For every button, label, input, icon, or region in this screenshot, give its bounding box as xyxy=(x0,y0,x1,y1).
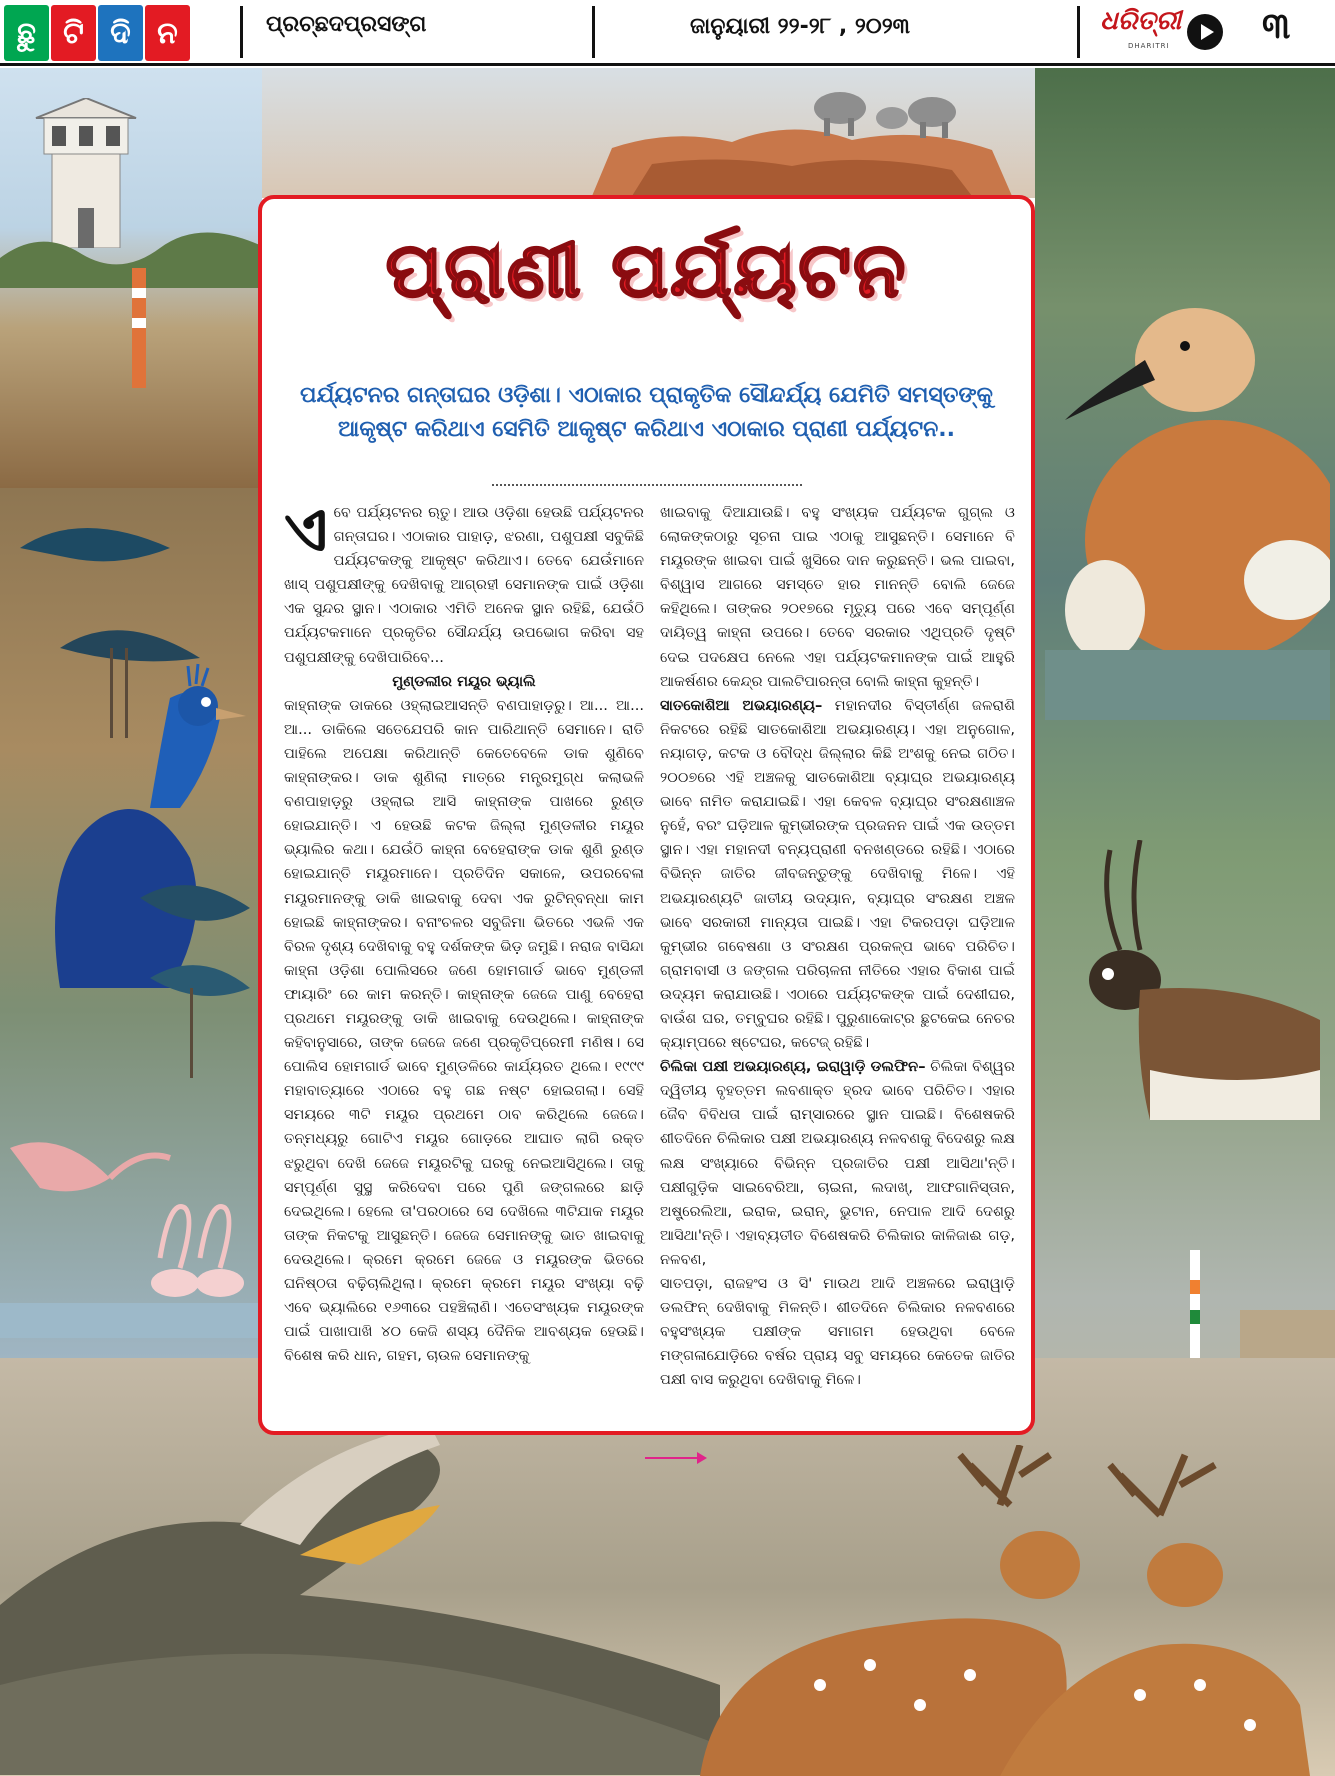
elephant-sculpture-photo xyxy=(262,68,1042,198)
header-divider xyxy=(592,6,595,58)
peacock-icon xyxy=(130,858,260,1088)
masthead-tile-1: ଛୁ xyxy=(4,5,49,61)
watchtower-photo xyxy=(0,68,262,488)
dharitri-logo-sub: DHARITRI xyxy=(1128,42,1170,50)
satkosia-paragraph xyxy=(660,694,1015,1055)
body-paragraph: ଖାଇବାକୁ ଦିଆଯାଉଛି। ବହୁ ସଂଖ୍ୟକ ପର୍ଯ୍ୟଟକ ଗୁଗ୍‌ଲ ଓ ଲୋକଙ୍କଠାରୁ ସୂଚନା ପାଇ ଏଠାକୁ ଆସୁଛନ୍ତି। ସେମାନେ ବି ମୟୂରଙ୍କ ଖାଇବା ପାଇଁ ଖୁସିରେ ଦାନ କରୁଛନ୍ତି। ଭଲ ପାଇବା, ବିଶ୍ୱାସ ଆଗରେ ସମସ୍ତେ ହାର ମାନନ୍ତି ବୋଲି ଜେଜେ କହିଥିଲେ। ତାଙ୍କର ୨୦୧୭ରେ ମୃତ୍ୟୁ ପରେ ଏବେ ସମ୍ପୂର୍ଣ୍ଣ ଦାୟିତ୍ୱ କାହ୍ନା ଉପରେ। ତେବେ ସରକାର ଏଥିପ୍ରତି ଦୃଷ୍ଟି ଦେଇ ପଦକ୍ଷେପ ନେଲେ ଏହା ପର୍ଯ୍ୟଟକମାନଙ୍କ ପାଇଁ ଆହୁରି ଆକର୍ଷଣର କେନ୍ଦ୍ର ପାଲଟିପାରନ୍ତା ବୋଲି କାହ୍ନା କୁହନ୍ତି। xyxy=(660,504,1015,690)
issue-date: ଜାନୁୟାରୀ ୨୨-୨୮ , ୨୦୨୩ xyxy=(690,14,910,39)
continue-arrow-icon xyxy=(645,1457,705,1459)
masthead-tile-4: ନ xyxy=(145,5,190,61)
section-title: ପ୍ରଚ୍ଛଦପ୍ରସଙ୍ଗ xyxy=(266,12,427,37)
article-column-left xyxy=(284,492,644,1368)
intro-text: ବେ ପର୍ଯ୍ୟଟନର ଋତୁ। ଆଉ ଓଡ଼ିଶା ହେଉଛି ପର୍ଯ୍ୟଟନର ଗନ୍ତାଘର। ଏଠାକାର ପାହାଡ଼, ଝରଣା, ପଶୁପକ୍ଷୀ ସବୁକିଛି ପର୍ଯ୍ୟଟକଙ୍କୁ ଆକୃଷ୍ଟ କରିଥାଏ। ତେବେ ଯେଉଁମାନେ ଖାସ୍ ପଶୁପକ୍ଷୀଙ୍କୁ ଦେଖିବାକୁ ଆଗ୍ରହୀ ସେମାନଙ୍କ ପାଇଁ ଓଡ଼ିଶା ଏକ ସୁନ୍ଦର ସ୍ଥାନ। ଏଠାକାର ଏମିତି ଅନେକ ସ୍ଥାନ ରହିଛି, ଯେଉଁଠି ପର୍ଯ୍ୟଟକମାନେ ପ୍ରକୃତିର ସୌନ୍ଦର୍ଯ୍ୟ ଉପଭୋଗ କରିବା ସହ ପଶୁପକ୍ଷୀଙ୍କୁ ଦେଖିପାରିବେ... xyxy=(284,504,644,666)
masthead-tile-2: ଟି xyxy=(51,5,96,61)
runin-chilika: ଚିଲିକା ପକ୍ଷୀ ଅଭୟାରଣ୍ୟ, ଇରାୱାଡ଼ି ଡଲଫିନ– xyxy=(660,1058,926,1076)
page-number: ୩ xyxy=(1262,6,1291,47)
elephant-statue-icon xyxy=(592,78,1012,196)
header-divider xyxy=(1077,6,1080,58)
chilika-paragraph xyxy=(660,1055,1015,1272)
satkosia-text: ମହାନଦୀର ବିସ୍ତୀର୍ଣ୍ଣ ଜଳରାଶି ନିକଟରେ ରହିଛି ସାତକୋଶିଆ ଅଭୟାରଣ୍ୟ। ଏହା ଅନୁଗୋଳ, ନୟାଗଡ଼, କଟକ ଓ ବୌଦ୍ଧ ଜିଲ୍ଲାର କିଛି ଅଂଶକୁ ନେଇ ଗଠିତ। ୨୦୦୭ରେ ଏହି ଅଞ୍ଚଳକୁ ସାତକୋଶିଆ ବ୍ୟାଘ୍ର ଅଭୟାରଣ୍ୟ ଭାବେ ନାମିତ କରାଯାଇଛି। ଏହା କେବଳ ବ୍ୟାଘ୍ର ସଂରକ୍ଷଣାଞ୍ଚଳ ନୁହେଁ, ବରଂ ଘଡ଼ିଆଳ କୁମ୍ଭୀରଙ୍କ ପ୍ରଜନନ ପାଇଁ ଏକ ଉତ୍ତମ ସ୍ଥାନ। ଏହା ମହାନଦୀ ବନ୍ୟପ୍ରାଣୀ ବନଖଣ୍ଡରେ ରହିଛି। ଏଠାରେ ବିଭିନ୍ନ ଜାତିର ଜୀବଜନ୍ତୁଙ୍କୁ ଦେଖିବାକୁ ମିଳେ। ଏହି ଅଭୟାରଣ୍ୟଟି ଜାତୀୟ ଉଦ୍ୟାନ, ବ୍ୟାଘ୍ର ସଂରକ୍ଷଣ ଅଞ୍ଚଳ ଭାବେ ସରକାରୀ ମାନ୍ୟତା ପାଇଛି। ଏହା ଟିକରପଡ଼ା ଘଡ଼ିଆଳ କୁମ୍ଭୀର ଗବେଷଣା ଓ ସଂରକ୍ଷଣ ପ୍ରକଳ୍ପ ଭାବେ ପରିଚିତ। ଗ୍ରାମବାସୀ ଓ ଜଙ୍ଗଲ ପରିଚାଳନା ନୀତିରେ ଏହାର ବିକାଶ ପାଇଁ ଉଦ୍ୟମ କରାଯାଉଛି। ଏଠାରେ ପର୍ଯ୍ୟଟକଙ୍କ ପାଇଁ ଦେଶୀଘର, ବାଉଁଶ ଘର, ତମ୍ବୁଘର ରହିଛି। ପୁରୁଣାକୋଟ୍‌ର ଛୁଟକେଇ ନେଚର କ୍ୟାମ୍ପରେ ଷ୍ଟେଘର, କଟେଜ୍ ରହିଛି। xyxy=(660,696,1015,1052)
masthead-tile-3: ଦି xyxy=(98,5,143,61)
chilika-closing: ସାତପଡ଼ା, ରାଜହଂସ ଓ ସି' ମାଉଥ ଆଦି ଅଞ୍ଚଳରେ ଇରାୱାଡ଼ି ଡଲଫିନ୍ ଦେଖିବାକୁ ମିଳନ୍ତି। ଶୀତଦିନେ ଚିଲିକାର ନଳବଣରେ ବହୁସଂଖ୍ୟକ ପକ୍ଷୀଙ୍କ ସମାଗମ ହେଉଥିବା ବେଳେ ମଙ୍ଗଳାଯୋଡ଼ିରେ ବର୍ଷର ପ୍ରାୟ ସବୁ ସମୟରେ କେତେକ ଜାତିର ପକ୍ଷୀ ବାସ କରୁଥିବା ଦେଖିବାକୁ ମିଳେ। xyxy=(660,1275,1015,1389)
play-icon[interactable] xyxy=(1187,14,1223,50)
page-header xyxy=(0,0,1335,66)
runin-satkosia: ସାତକୋଶିଆ ଅଭୟାରଣ୍ୟ– xyxy=(660,696,823,714)
drop-cap: ଏ xyxy=(284,492,328,565)
chilika-text: ଚିଲିକା ବିଶ୍ୱର ଦ୍ୱିତୀୟ ବୃହତ୍ତମ ଲବଣାକ୍ତ ହ୍ରଦ ଭାବେ ପରିଚିତ। ଏହାର ଜୈବ ବିବିଧତା ପାଇଁ ରାମ୍‌ସାରରେ ସ୍ଥାନ ପାଇଛି। ବିଶେଷକରି ଶୀତଦିନେ ଚିଲିକାର ପକ୍ଷୀ ଅଭୟାରଣ୍ୟ ନଳବଣକୁ ବିଦେଶରୁ ଲକ୍ଷ ଲକ୍ଷ ସଂଖ୍ୟାରେ ବିଭିନ୍ନ ପ୍ରଜାତିର ପକ୍ଷୀ ଆସିଥା'ନ୍ତି। ପକ୍ଷୀଗୁଡ଼ିକ ସାଇବେରିଆ, ଚାଇନା, ଲଦାଖ୍, ଆଫଗାନିସ୍ତାନ, ଅଷ୍ଟ୍ରେଲିଆ, ଇରାକ, ଇରାନ୍, ଭୁଟାନ, ନେପାଳ ଆଦି ଦେଶରୁ ଆସିଥା'ନ୍ତି। ଏହାବ୍ୟତୀତ ବିଶେଷକରି ଚିଲିକାର କାଳିଜାଈ ଗଡ଼, ନଳବଣ, xyxy=(660,1058,1015,1268)
dharitri-logo: ଧରିତ୍ରୀ xyxy=(1100,6,1182,36)
header-divider xyxy=(240,6,243,58)
peacock-flamingo-photo xyxy=(0,488,262,1358)
marker-post xyxy=(120,268,160,388)
blackbuck-icon xyxy=(1040,840,1330,1120)
article-intro xyxy=(284,492,644,670)
masthead-logo xyxy=(4,5,190,61)
article-deck: ପର୍ଯ୍ୟଟନର ଗନ୍ତାଘର ଓଡ଼ିଶା। ଏଠାକାର ପ୍ରାକୃତିକ ସୌନ୍ଦର୍ଯ୍ୟ ଯେମିତି ସମସ୍ତଙ୍କୁ ଆକୃଷ୍ଟ କରିଥାଏ ସେମିତି ଆକୃଷ୍ଟ କରିଥାଏ ଏଠାକାର ପ୍ରାଣୀ ପର୍ଯ୍ୟଟନ.. xyxy=(300,383,993,442)
deer-icon xyxy=(640,1445,1335,1776)
flamingo-icon xyxy=(0,1088,260,1338)
subhead-mundali: ମୁଣ୍ଡଲୀର ମୟୂର ଭ୍ୟାଲି xyxy=(392,672,536,690)
article-panel xyxy=(258,195,1035,1435)
crocodile-icon xyxy=(0,1385,720,1775)
deck-divider xyxy=(492,484,802,486)
article-column-right xyxy=(660,501,1015,1392)
body-paragraph: କାହ୍ନାଙ୍କ ଡାକରେ ଓହ୍ଲାଇଆସନ୍ତି ବଣପାହାଡ଼ରୁ। ଆ... ଆ... ଆ... ଡାକିଲେ ସତେଯେପରି କାନ ପାରିଥାନ୍ତି ସେମାନେ। ରାତି ପାହିଲେ ଅପେକ୍ଷା କରିଥାନ୍ତି କେତେବେଳେ ଡାକ ଶୁଣିବେ କାହ୍ନାଙ୍କର। ଡାକ ଶୁଣିଲା ମାତ୍ରେ ମନ୍ତ୍ରମୁଗ୍ଧ କଲାଭଳି ବଣପାହାଡ଼ରୁ ଓହ୍ଲାଇ ଆସି କାହ୍ନାଙ୍କ ପାଖରେ ରୁଣ୍ଡ ହୋଇଯାନ୍ତି। ଏ ହେଉଛି କଟକ ଜିଲ୍ଲା ମୁଣ୍ଡଳୀର ମୟୂର ଭ୍ୟାଲିର କଥା। ଯେଉଁଠି କାହ୍ନା ବେହେରାଙ୍କ ଡାକ ଶୁଣି ରୁଣ୍ଡ ହୋଇଯାନ୍ତି ମୟୂରମାନେ। ପ୍ରତିଦିନ ସକାଳେ, ଉପରବେଳା ମୟୂରମାନଙ୍କୁ ଡାକି ଖାଇବାକୁ ଦେବା ଏକ ରୁଟିନ୍‌ବନ୍ଧା କାମ ହୋଇଛି କାହ୍ନାଙ୍କର। ବନାଂଚଳର ସବୁଜିମା ଭିତରେ ଏଭଳି ଏକ ବିରଳ ଦୃଶ୍ୟ ଦେଖିବାକୁ ବହୁ ଦର୍ଶକଙ୍କ ଭିଡ଼ ଜମୁଛି। ନରାଜ ବାସିନ୍ଦା କାହ୍ନା ଓଡ଼ିଶା ପୋଲିସରେ ଜଣେ ହୋମଗାର୍ଡ ଭାବେ ମୁଣ୍ଡଳୀ ଫାୟାରିଂ ରେ କାମ କରନ୍ତି। କାହ୍ନାଙ୍କ ଜେଜେ ପାଣୁ ବେହେରା ପ୍ରଥମେ ମୟୂରଙ୍କୁ ଡାକି ଖାଇବାକୁ ଦେଉଥିଲେ। କାହ୍ନାଙ୍କ କହିବାନୁସାରେ, ତାଙ୍କ ଜେଜେ ଜଣେ ପ୍ରକୃତିପ୍ରେମୀ ମଣିଷ। ସେ ପୋଲିସ ହୋମଗାର୍ଡ ଭାବେ ମୁଣ୍ଡଳିରେ କାର୍ଯ୍ୟରତ ଥିଲେ। ୧୯୯୯ ମହାବାତ୍ୟାରେ ଏଠାରେ ବହୁ ଗଛ ନଷ୍ଟ ହୋଇଗଲା। ସେହି ସମୟରେ ୩ଟି ମୟୂର ପ୍ରଥମେ ଠାବ କରିଥିଲେ ଜେଜେ। ତନ୍ମଧ୍ୟରୁ ଗୋଟିଏ ମୟୂର ଗୋଡ଼ରେ ଆଘାତ ଲାଗି ରକ୍ତ ଝରୁଥିବା ଦେଖି ଜେଜେ ମୟୂରଟିକୁ ଘରକୁ ନେଇଆସିଥିଲେ। ତାକୁ ସମ୍ପୂର୍ଣ୍ଣ ସୁସ୍ଥ କରିଦେବା ପରେ ପୁଣି ଜଙ୍ଗଲରେ ଛାଡ଼ି ଦେଇଥିଲେ। ହେଲେ ତା'ପରଠାରେ ସେ ଦେଖିଲେ ୩ଟିଯାକ ମୟୂର ତାଙ୍କ ନିକଟକୁ ଆସୁଛନ୍ତି। ଜେଜେ ସେମାନଙ୍କୁ ଭାତ ଖାଇବାକୁ ଦେଉଥିଲେ। କ୍ରମେ କ୍ରମେ ଜେଜେ ଓ ମୟୂରଙ୍କ ଭିତରେ ଘନିଷ୍ଠତା ବଢ଼ିଚାଲିଥିଲା। କ୍ରମେ କ୍ରମେ ମୟୂର ସଂଖ୍ୟା ବଢ଼ି ଏବେ ଭ୍ୟାଲିରେ ୧୬୩ରେ ପହଞ୍ଚିଲାଣି। ଏତେସଂଖ୍ୟକ ମୟୂରଙ୍କ ପାଇଁ ପାଖାପାଖି ୪୦ କେଜି ଶସ୍ୟ ଦୈନିକ ଆବଶ୍ୟକ ହେଉଛି। ବିଶେଷ କରି ଧାନ, ଗହମ, ଚାଉଳ ସେମାନଙ୍କୁ xyxy=(284,696,644,1365)
duck-icon xyxy=(1045,250,1330,720)
article-headline: ପ୍ରାଣୀ ପର୍ଯ୍ୟଟନ xyxy=(385,225,908,314)
